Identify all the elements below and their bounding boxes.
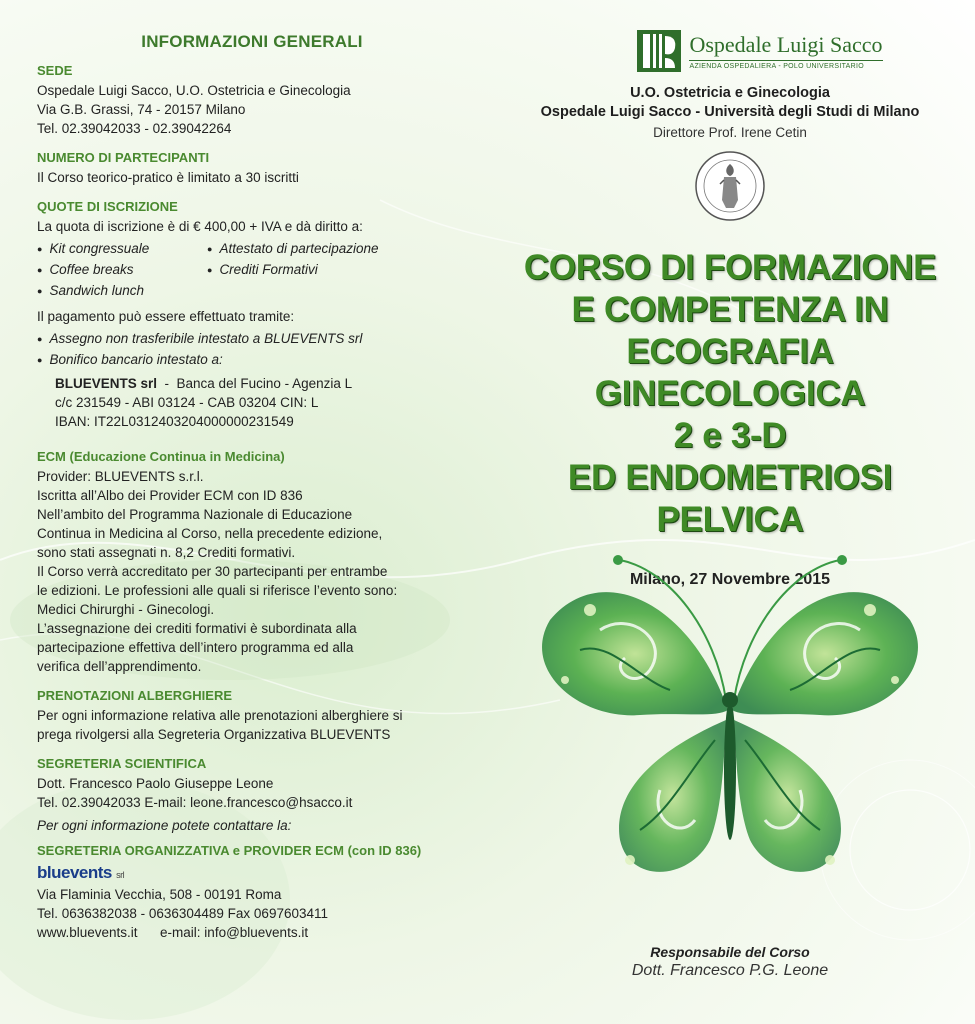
course-title [515, 247, 945, 541]
sede-heading: SEDE [37, 63, 73, 78]
course-title-line: E COMPETENZA IN [571, 290, 889, 329]
hospital-name: Ospedale Luigi Sacco [689, 32, 883, 57]
benefit-item: ● Coffee breaks [37, 260, 207, 281]
partecipanti-text: Il Corso teorico-pratico è limitato a 30 iscritti [37, 170, 299, 185]
ecm-heading: ECM (Educazione Continua in Medicina) [37, 449, 285, 464]
benefit-item: ● Sandwich lunch [37, 281, 207, 302]
hotel-line: prega rivolgersi alla Segreteria Organizzativa BLUEVENTS [37, 727, 391, 742]
sede-line: Tel. 02.39042033 - 02.39042264 [37, 121, 232, 136]
payment-item: ● Bonifico bancario intestato a: [37, 350, 437, 371]
ecm-line: verifica dell’apprendimento. [37, 659, 202, 674]
partecipanti-heading: NUMERO DI PARTECIPANTI [37, 150, 210, 165]
benefit-item: ● Attestato di partecipazione [207, 239, 379, 260]
cover-column [515, 30, 945, 589]
scientifica-heading: SEGRETERIA SCIENTIFICA [37, 756, 207, 771]
organizzativa-line: www.bluevents.it e-mail: info@bluevents.it [37, 925, 309, 940]
benefits-list [37, 239, 437, 302]
hospital-subtitle: AZIENDA OSPEDALIERA - POLO UNIVERSITARIO [689, 60, 882, 70]
bluevents-logo-suffix: srl [116, 870, 125, 880]
quote-intro: La quota di iscrizione è di € 400,00 + IVA e dà diritto a: [37, 219, 363, 234]
bluevents-logo-text: bluevents [37, 863, 112, 882]
sede-line: Via G.B. Grassi, 74 - 20157 Milano [37, 102, 246, 117]
scientifica-line: Tel. 02.39042033 E-mail: leone.francesco@hsacco.it [37, 795, 353, 810]
contact-note: Per ogni informazione potete contattare la: [37, 818, 292, 833]
hospital-logo-icon [637, 30, 681, 72]
bank-rest: - Banca del Fucino - Agenzia L [157, 376, 353, 391]
department-line: U.O. Ostetricia e Ginecologia [630, 85, 830, 101]
ecm-line: le edizioni. Le professioni alle quali si riferisce l’evento sono: [37, 583, 398, 598]
responsible-heading: Responsabile del Corso [650, 944, 810, 960]
department-title [515, 84, 945, 122]
butterfly-illustration-icon [520, 540, 940, 900]
event-date: Milano, 27 Novembre 2015 [629, 571, 831, 588]
sede-line: Ospedale Luigi Sacco, U.O. Ostetricia e Ginecologia [37, 83, 351, 98]
payment-item: ● Assegno non trasferibile intestato a BLUEVENTS srl [37, 329, 437, 350]
ecm-line: Medici Chirurghi - Ginecologi. [37, 602, 215, 617]
ecm-line: Provider: BLUEVENTS s.r.l. [37, 469, 204, 484]
ecm-line: Continua in Medicina al Corso, nella precedente edizione, [37, 526, 383, 541]
university-seal-icon [694, 150, 766, 222]
general-info-column [37, 30, 437, 942]
course-responsible [550, 944, 910, 980]
responsible-name: Dott. Francesco P.G. Leone [631, 962, 829, 979]
general-info-title: INFORMAZIONI GENERALI [141, 32, 363, 51]
course-title-line: CORSO DI FORMAZIONE [523, 248, 937, 287]
bluevents-logo [37, 863, 437, 885]
ecm-line: Iscritta all’Albo dei Provider ECM con ID 836 [37, 488, 303, 503]
hotel-line: Per ogni informazione relativa alle prenotazioni alberghiere si [37, 708, 403, 723]
benefit-item: ● Kit congressuale [37, 239, 207, 260]
hospital-logo [575, 30, 945, 72]
bank-name: BLUEVENTS srl [55, 376, 158, 391]
payment-intro: Il pagamento può essere effettuato tramite: [37, 309, 295, 324]
benefit-item: ● Crediti Formativi [207, 260, 379, 281]
course-title-line: 2 e 3-D [673, 416, 787, 455]
course-title-line: ECOGRAFIA GINECOLOGICA [594, 332, 866, 413]
ecm-line: partecipazione effettiva dell’intero programma ed alla [37, 640, 354, 655]
ecm-line: L’assegnazione dei crediti formativi è subordinata alla [37, 621, 357, 636]
university-line: Ospedale Luigi Sacco - Università degli Studi di Milano [540, 104, 920, 120]
ecm-line: sono stati assegnati n. 8,2 Crediti formativi. [37, 545, 296, 560]
organizzativa-line: Via Flaminia Vecchia, 508 - 00191 Roma [37, 887, 282, 902]
bank-iban: IBAN: IT22L0312403204000000231549 [55, 414, 294, 429]
organizzativa-heading: SEGRETERIA ORGANIZZATIVA e PROVIDER ECM (con ID 836) [37, 843, 422, 858]
bank-line: c/c 231549 - ABI 03124 - CAB 03204 CIN: L [55, 395, 319, 410]
quote-heading: QUOTE DI ISCRIZIONE [37, 199, 178, 214]
bank-line [37, 374, 437, 393]
hotel-heading: PRENOTAZIONI ALBERGHIERE [37, 688, 233, 703]
course-title-line: ED ENDOMETRIOSI PELVICA [567, 458, 893, 539]
director: Direttore Prof. Irene Cetin [653, 125, 807, 140]
organizzativa-line: Tel. 0636382038 - 0636304489 Fax 0697603411 [37, 906, 329, 921]
ecm-line: Il Corso verrà accreditato per 30 partecipanti per entrambe [37, 564, 388, 579]
scientifica-line: Dott. Francesco Paolo Giuseppe Leone [37, 776, 274, 791]
ecm-line: Nell’ambito del Programma Nazionale di Educazione [37, 507, 353, 522]
